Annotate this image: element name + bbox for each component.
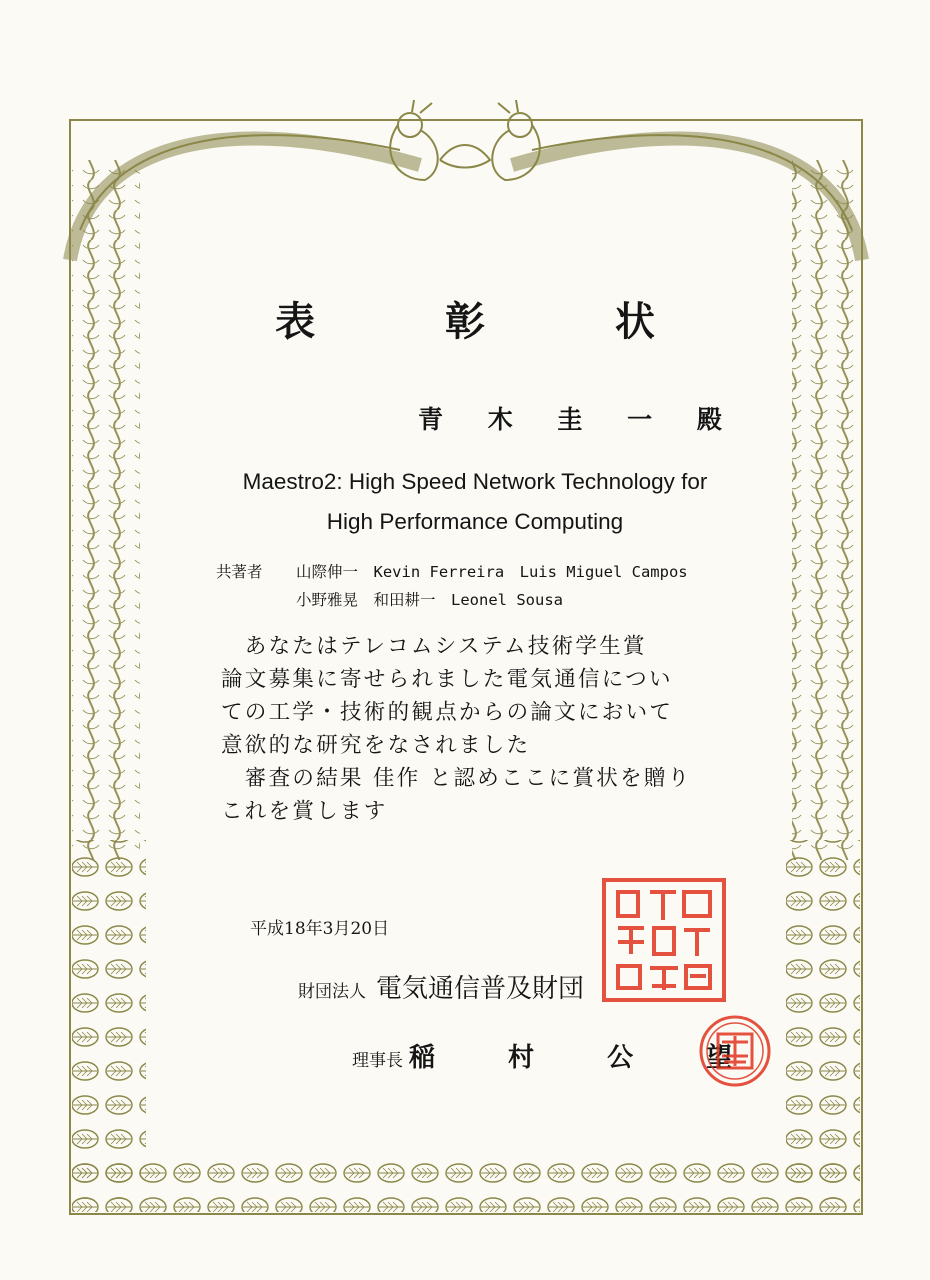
statement-line: 意欲的な研究をなされました [221, 733, 531, 758]
chairman-name: 稲 村 公 望 [409, 1043, 765, 1073]
paper-title-line-2: High Performance Computing [326, 509, 624, 534]
organization-prefix: 財団法人 [298, 982, 366, 1002]
chairman-seal [696, 1012, 774, 1090]
organization-name: 電気通信普及財団 [376, 974, 585, 1004]
paper-title-line-1: Maestro2: High Speed Network Technology for [242, 469, 708, 494]
coauthors-row-2: 小野雅晃 和田耕一 Leonel Sousa [296, 591, 563, 609]
recipient-name: 青 木 圭 一 殿 [418, 405, 740, 434]
coauthors-row-1: 山際伸一 Kevin Ferreira Luis Miguel Campos [296, 563, 688, 581]
coauthors-label: 共著者 [216, 563, 263, 581]
statement-line: ての工学・技術的観点からの論文において [221, 700, 674, 725]
statement-line: あなたはテレコムシステム技術学生賞 [221, 634, 647, 659]
statement-line: 論文募集に寄せられました電気通信につい [221, 667, 673, 692]
organization [298, 968, 584, 1005]
certificate-title: 表 彰 状 [275, 298, 713, 345]
award-statement [221, 630, 741, 828]
statement-line: 審査の結果 佳作 と認めここに賞状を贈り [221, 766, 692, 791]
chairman-title: 理事長 [352, 1051, 403, 1071]
statement-line: これを賞します [221, 799, 388, 824]
award-date: 平成18年3月20日 [250, 919, 390, 939]
paper-title [210, 462, 740, 542]
foundation-seal [600, 876, 728, 1004]
coauthors [216, 558, 688, 614]
